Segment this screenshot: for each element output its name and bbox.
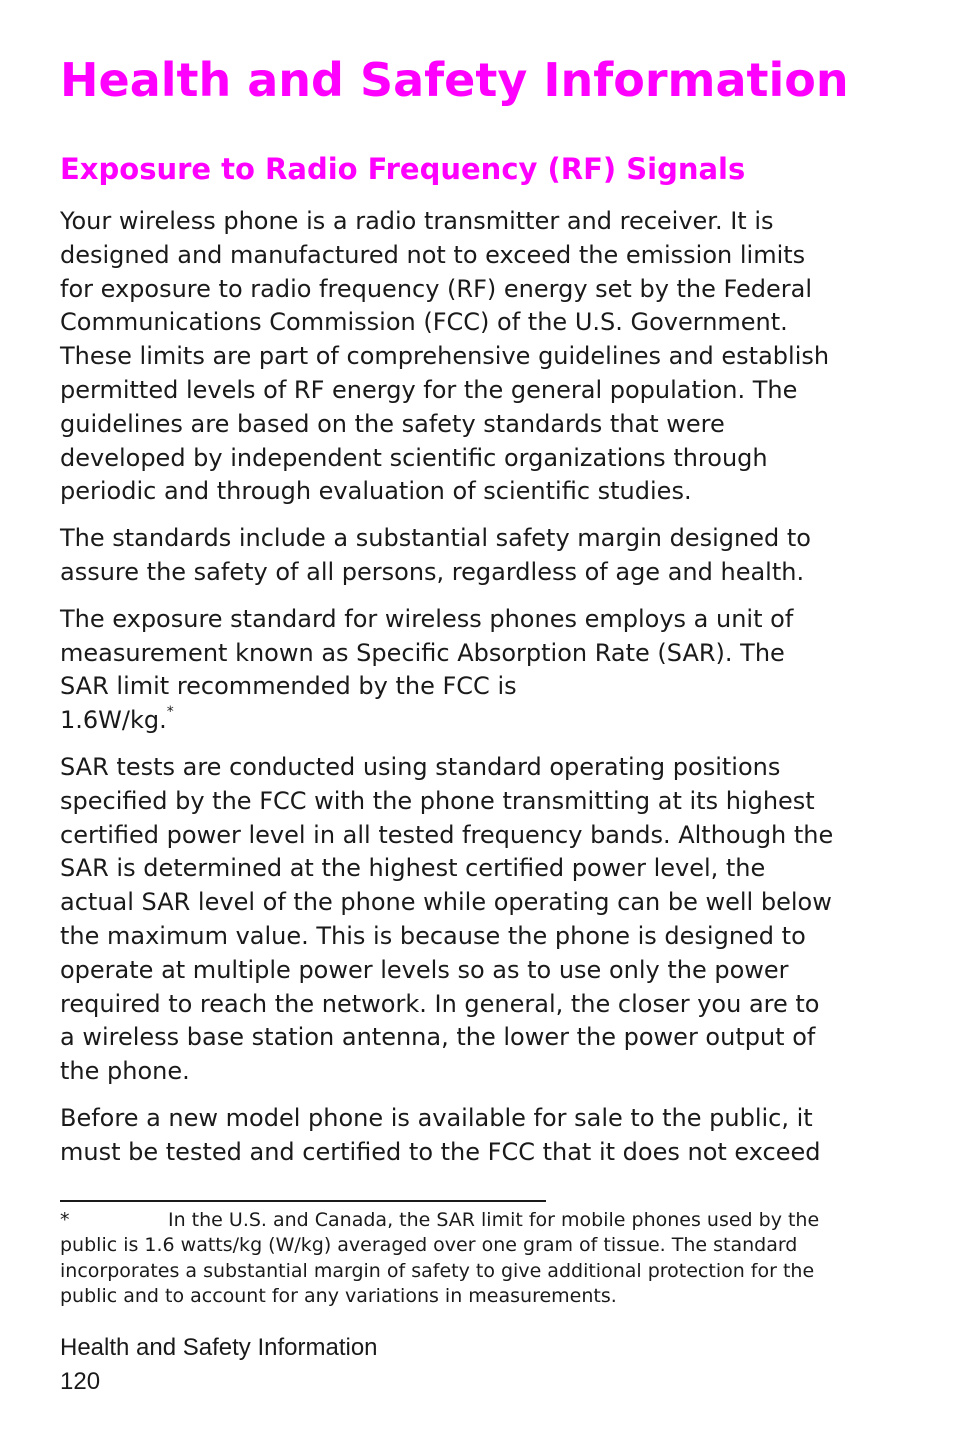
text-line: Communications Commission (FCC) of the U.S. Government.	[60, 308, 788, 337]
text-line-with-footnote-ref	[60, 704, 890, 738]
text-line: specified by the FCC with the phone transmitting at its highest	[60, 786, 815, 815]
text-line: measurement known as Specific Absorption Rate (SAR). The	[60, 638, 785, 667]
sar-limit-value: 1.6W/kg.	[60, 706, 167, 735]
text-line: the maximum value. This is because the phone is designed to	[60, 921, 806, 950]
text-line: assure the safety of all persons, regardless of age and health.	[60, 557, 805, 586]
paragraph-sar-standard	[60, 603, 890, 738]
footnote-line	[60, 1208, 890, 1233]
footnote-line: incorporates a substantial margin of safety to give additional protection for the	[60, 1259, 815, 1282]
section-heading: Exposure to Radio Frequency (RF) Signals	[60, 152, 746, 186]
text-line: must be tested and certified to the FCC that it does not exceed	[60, 1137, 821, 1166]
text-line: required to reach the network. In general, the closer you are to	[60, 989, 820, 1018]
text-line: a wireless base station antenna, the lower the power output of	[60, 1023, 816, 1052]
body-text	[60, 205, 890, 1183]
text-line: designed and manufactured not to exceed the emission limits	[60, 240, 806, 269]
paragraph-rf-intro	[60, 205, 890, 509]
text-line: SAR is determined at the highest certified power level, the	[60, 854, 766, 883]
text-line: Before a new model phone is available for sale to the public, it	[60, 1103, 813, 1132]
text-line: permitted levels of RF energy for the general population. The	[60, 375, 798, 404]
text-line: operate at multiple power levels so as to use only the power	[60, 955, 789, 984]
page-number: 120	[60, 1368, 101, 1395]
footer-section-title: Health and Safety Information	[60, 1334, 378, 1361]
footnote-line: public and to account for any variations in measurements.	[60, 1284, 617, 1307]
paragraph-sar-tests	[60, 751, 890, 1089]
text-line: The standards include a substantial safety margin designed to	[60, 524, 811, 553]
paragraph-safety-margin	[60, 522, 890, 590]
text-line: certified power level in all tested frequency bands. Although the	[60, 820, 834, 849]
text-line: These limits are part of comprehensive guidelines and establish	[60, 342, 830, 371]
text-line: the phone.	[60, 1057, 190, 1086]
footnote-reference: *	[166, 704, 174, 721]
text-line: guidelines are based on the safety standards that were	[60, 409, 725, 438]
footnote-marker: *	[60, 1209, 70, 1231]
text-line: The exposure standard for wireless phones employs a unit of	[60, 604, 794, 633]
text-line: actual SAR level of the phone while operating can be well below	[60, 888, 832, 917]
text-line: developed by independent scientific organizations through	[60, 443, 768, 472]
page-title: Health and Safety Information	[60, 53, 849, 107]
footnote-text: In the U.S. and Canada, the SAR limit for mobile phones used by the	[168, 1209, 820, 1231]
text-line: SAR limit recommended by the FCC is	[60, 672, 517, 701]
text-line: SAR tests are conducted using standard operating positions	[60, 752, 781, 781]
paragraph-certification	[60, 1102, 890, 1170]
text-line: Your wireless phone is a radio transmitter and receiver. It is	[60, 207, 774, 235]
footnote-line: public is 1.6 watts/kg (W/kg) averaged over one gram of tissue. The standard	[60, 1234, 798, 1257]
footnote-divider	[60, 1200, 546, 1202]
text-line: periodic and through evaluation of scientific studies.	[60, 477, 692, 506]
footnote	[60, 1208, 890, 1309]
text-line: for exposure to radio frequency (RF) energy set by the Federal	[60, 274, 813, 303]
